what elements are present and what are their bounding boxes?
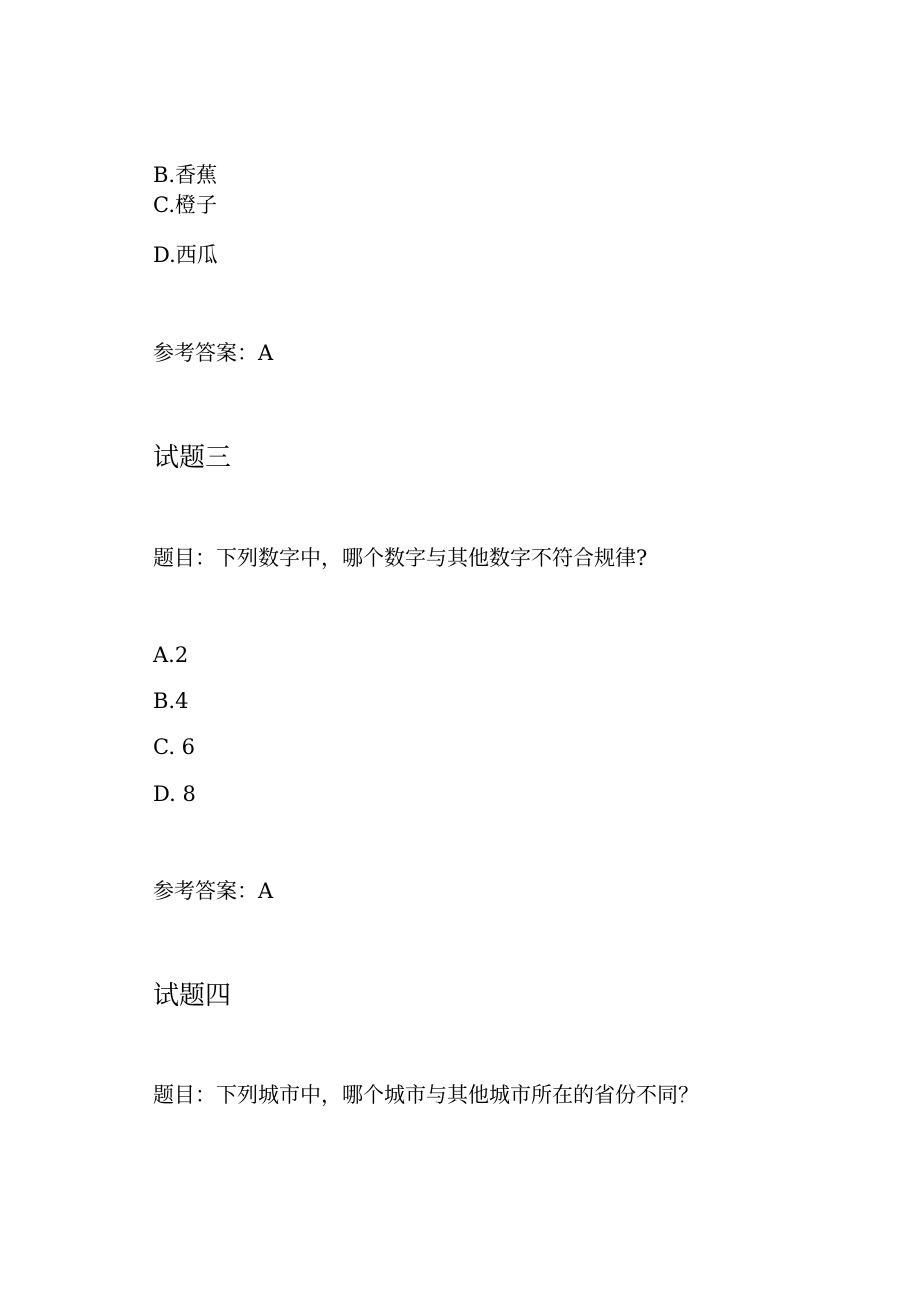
q3-title: 试题三 [153, 443, 232, 473]
q3-question: 题目：下列数字中，哪个数字与其他数字不符合规律? [153, 546, 648, 570]
q3-option-c: C. 6 [153, 735, 196, 759]
q3-option-d: D. 8 [153, 782, 196, 806]
q2-option-d: D.西瓜 [153, 243, 218, 267]
q2-option-c: C.橙子 [153, 193, 217, 217]
q2-answer: 参考答案：A [153, 341, 274, 365]
q4-title: 试题四 [153, 981, 232, 1011]
q3-option-a: A.2 [153, 643, 189, 667]
q4-question: 题目：下列城市中，哪个城市与其他城市所在的省份不同？ [153, 1083, 699, 1107]
q2-option-b: B.香蕉 [153, 163, 218, 187]
q3-answer: 参考答案：A [153, 879, 274, 903]
q3-option-b: B.4 [153, 689, 189, 713]
